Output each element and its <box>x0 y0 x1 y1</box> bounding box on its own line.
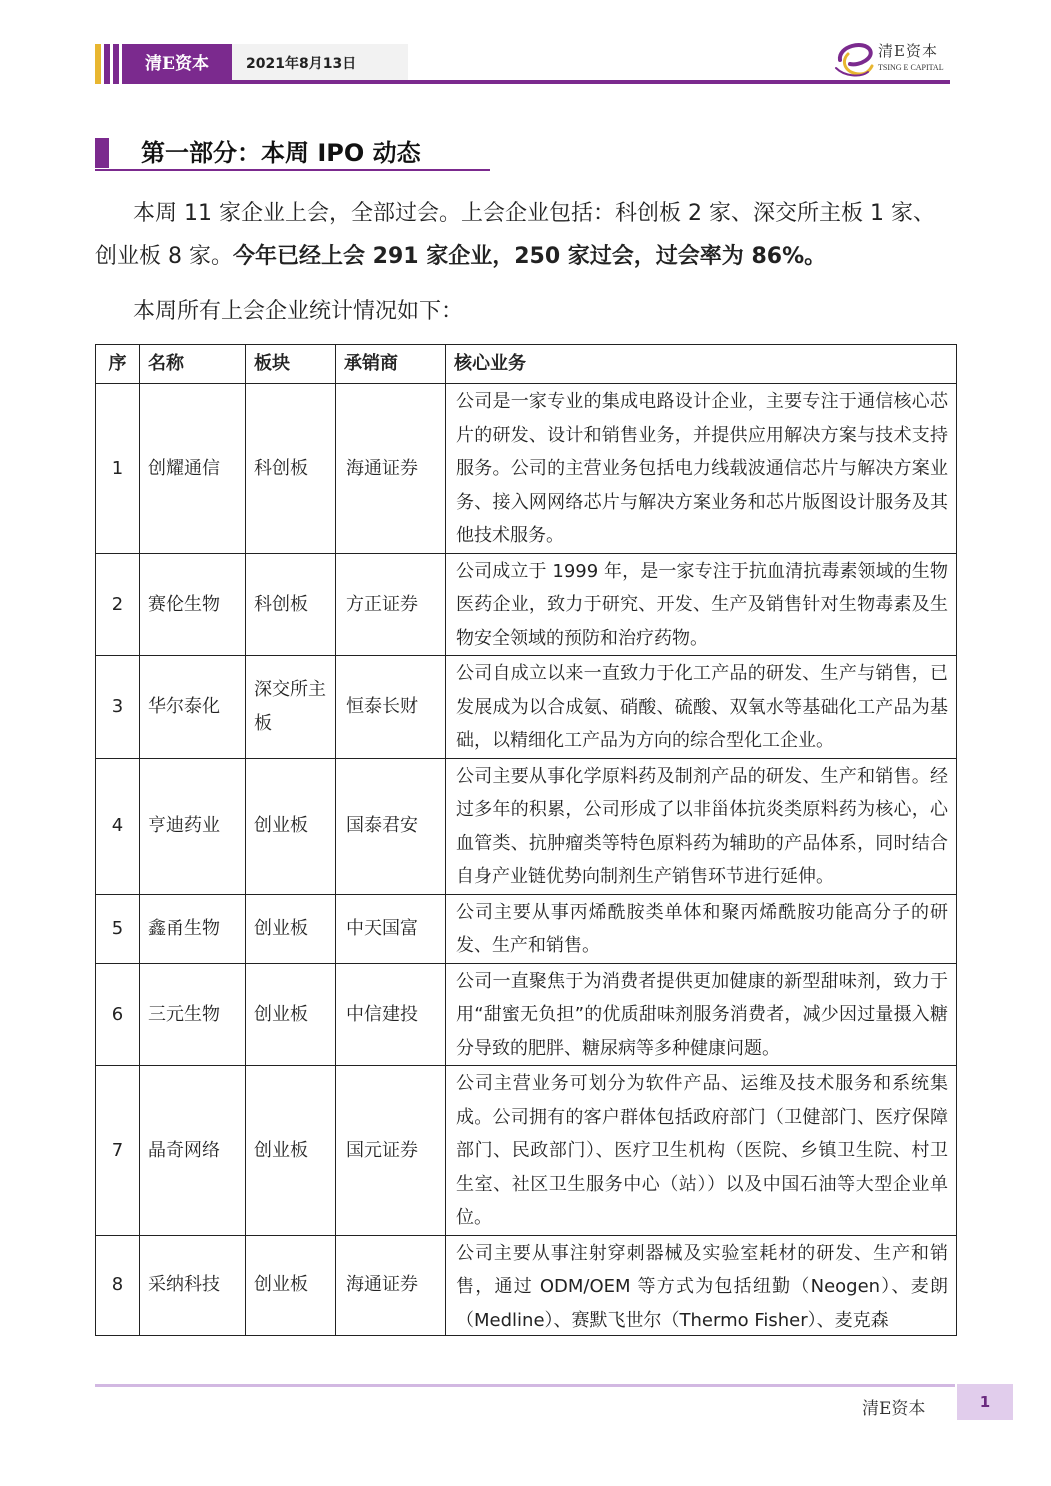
cell-name: 采纳科技 <box>140 1235 246 1335</box>
header-accent-bar <box>113 44 119 84</box>
col-header-underwriter: 承销商 <box>336 345 446 384</box>
table-row <box>96 553 957 656</box>
cell-underwriter: 国泰君安 <box>336 758 446 894</box>
cell-board: 科创板 <box>246 553 336 656</box>
cell-name: 赛伦生物 <box>140 553 246 656</box>
header-date: 2021年8月13日 <box>232 44 408 84</box>
intro-highlight: 今年已经上会 291 家企业，250 家过会，过会率为 86%。 <box>232 244 827 269</box>
cell-no: 8 <box>96 1235 140 1335</box>
company-logo <box>830 36 955 80</box>
cell-underwriter: 国元证券 <box>336 1066 446 1236</box>
cell-name: 晶奇网络 <box>140 1066 246 1236</box>
cell-no: 5 <box>96 894 140 963</box>
cell-no: 2 <box>96 553 140 656</box>
cell-business: 公司主营业务可划分为软件产品、运维及技术服务和系统集成。公司拥有的客户群体包括政府部门（卫健部门、医疗保障部门、民政部门）、医疗卫生机构（医院、乡镇卫生院、村卫生室、社区卫生服务中心（站））以及中国石油等大型企业单位。 <box>446 1066 957 1236</box>
cell-underwriter: 中信建投 <box>336 963 446 1066</box>
table-row <box>96 963 957 1066</box>
cell-no: 1 <box>96 384 140 554</box>
page-header <box>95 44 950 84</box>
cell-board: 创业板 <box>246 963 336 1066</box>
cell-business: 公司主要从事化学原料药及制剂产品的研发、生产和销售。经过多年的积累，公司形成了以非甾体抗炎类原料药为核心，心血管类、抗肿瘤类等特色原料药为辅助的产品体系，同时结合自身产业链优势向制剂生产销售环节进行延伸。 <box>446 758 957 894</box>
cell-no: 7 <box>96 1066 140 1236</box>
header-rule <box>232 80 950 84</box>
cell-no: 6 <box>96 963 140 1066</box>
col-header-name: 名称 <box>140 345 246 384</box>
section-marker <box>95 138 109 168</box>
cell-board: 创业板 <box>246 758 336 894</box>
cell-no: 3 <box>96 656 140 759</box>
logo-name-cn: 清E资本 <box>878 42 938 60</box>
header-accent-bar <box>95 44 101 84</box>
header-brand: 清E资本 <box>122 44 232 84</box>
section-underline <box>95 169 490 171</box>
cell-name: 鑫甬生物 <box>140 894 246 963</box>
cell-board: 科创板 <box>246 384 336 554</box>
footer-brand: 清E资本 <box>862 1399 926 1419</box>
intro-paragraph <box>95 192 955 278</box>
cell-underwriter: 恒泰长财 <box>336 656 446 759</box>
business-text-truncated: 公司主要从事注射穿刺器械及实验室耗材的研发、生产和销售，通过 ODM/OEM 等方式为包括纽勤（Neogen）、麦朗（Medline）、赛默飞世尔（Thermo Fisher）、麦克森 <box>456 1242 948 1331</box>
cell-board: 创业板 <box>246 1235 336 1335</box>
cell-business: 公司自成立以来一直致力于化工产品的研发、生产与销售，已发展成为以合成氨、硝酸、硫酸、双氧水等基础化工产品为基础，以精细化工产品为方向的综合型化工企业。 <box>446 656 957 759</box>
cell-name: 创耀通信 <box>140 384 246 554</box>
cell-business: 公司主要从事丙烯酰胺类单体和聚丙烯酰胺功能高分子的研发、生产和销售。 <box>446 894 957 963</box>
cell-board: 创业板 <box>246 894 336 963</box>
cell-underwriter: 海通证券 <box>336 1235 446 1335</box>
cell-business: 公司成立于 1999 年，是一家专注于抗血清抗毒素领域的生物医药企业，致力于研究、开发、生产及销售针对生物毒素及生物安全领域的预防和治疗药物。 <box>446 553 957 656</box>
cell-business: 公司是一家专业的集成电路设计企业，主要专注于通信核心芯片的研发、设计和销售业务，并提供应用解决方案与技术支持服务。公司的主营业务包括电力线载波通信芯片与解决方案业务、接入网网络芯片与解决方案业务和芯片版图设计服务及其他技术服务。 <box>446 384 957 554</box>
section-heading <box>95 135 490 171</box>
cell-no: 4 <box>96 758 140 894</box>
table-row <box>96 384 957 554</box>
cell-name: 华尔泰化 <box>140 656 246 759</box>
table-row <box>96 1066 957 1236</box>
cell-underwriter: 海通证券 <box>336 384 446 554</box>
footer-rule <box>95 1384 955 1387</box>
cell-business <box>446 1235 957 1335</box>
cell-board: 深交所主板 <box>246 656 336 759</box>
cell-name: 三元生物 <box>140 963 246 1066</box>
cell-underwriter: 中天国富 <box>336 894 446 963</box>
table-row <box>96 1235 957 1335</box>
table-row <box>96 758 957 894</box>
col-header-board: 板块 <box>246 345 336 384</box>
cell-business: 公司一直聚焦于为消费者提供更加健康的新型甜味剂，致力于用“甜蜜无负担”的优质甜味剂服务消费者，减少因过量摄入糖分导致的肥胖、糖尿病等多种健康问题。 <box>446 963 957 1066</box>
page-number: 1 <box>957 1384 1013 1420</box>
stats-intro: 本周所有上会企业统计情况如下： <box>133 299 464 324</box>
table-header-row <box>96 345 957 384</box>
table-row <box>96 656 957 759</box>
col-header-business: 核心业务 <box>446 345 957 384</box>
cell-name: 亨迪药业 <box>140 758 246 894</box>
section-title: 第一部分：本周 IPO 动态 <box>141 139 421 167</box>
intro-text: 本周 11 家企业上会，全部过会。上会企业包括：科创板 2 家、深交所主板 1 家、创业板 8 家。 <box>95 201 935 269</box>
col-header-no: 序 <box>96 345 140 384</box>
logo-swirl-icon <box>830 36 876 80</box>
table-row <box>96 894 957 963</box>
ipo-table <box>95 344 957 1336</box>
cell-underwriter: 方正证券 <box>336 553 446 656</box>
cell-board: 创业板 <box>246 1066 336 1236</box>
header-accent-bar <box>104 44 110 84</box>
logo-name-en: TSING E CAPITAL <box>878 63 944 72</box>
